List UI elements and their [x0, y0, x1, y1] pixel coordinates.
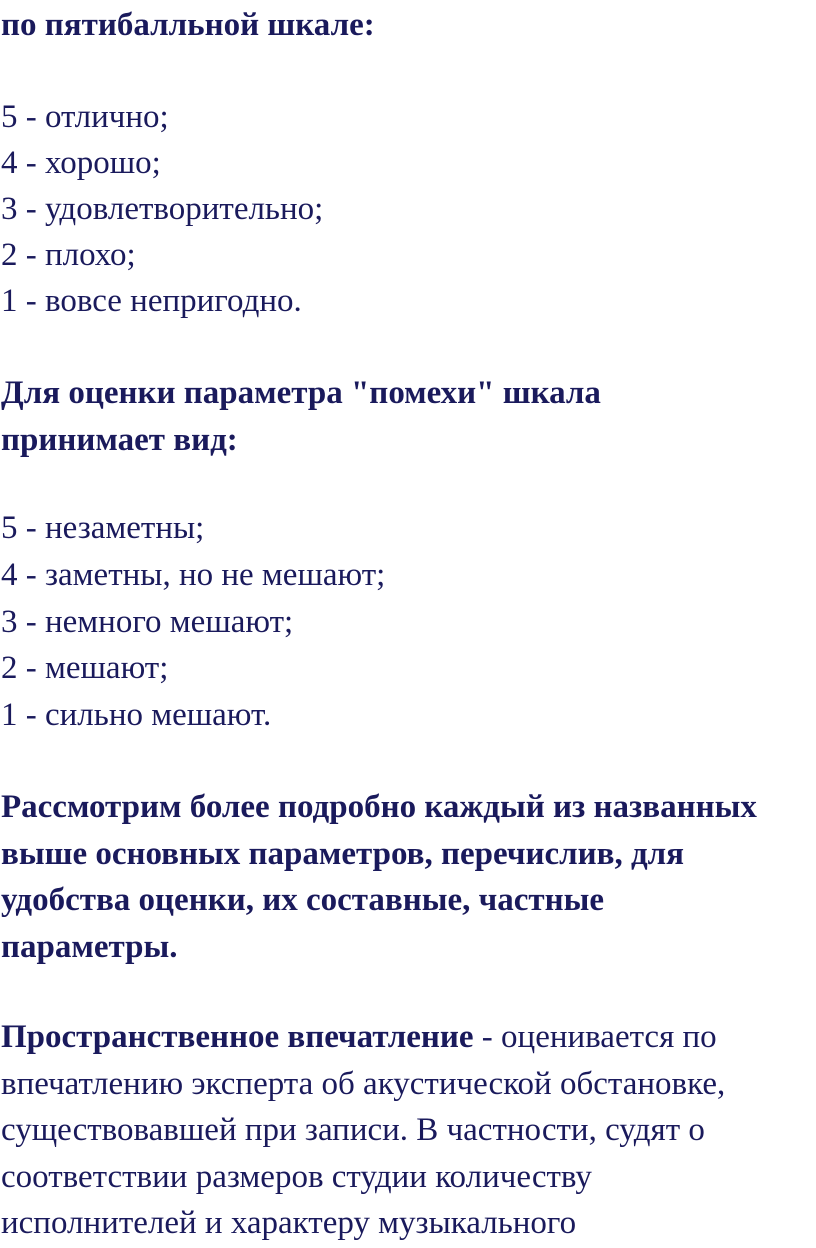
scale5-item: 2 - плохо; — [1, 237, 136, 273]
noise-heading-line: Для оценки параметра "помехи" шкала — [1, 375, 601, 411]
noise-item: 3 - немного мешают; — [1, 604, 294, 640]
scale5-item: 5 - отлично; — [1, 99, 169, 135]
detail-paragraph-line: параметры. — [1, 929, 178, 965]
spatial-paragraph-line: исполнителей и характеру музыкального — [1, 1205, 577, 1241]
scale5-item: 4 - хорошо; — [1, 145, 161, 181]
spatial-paragraph-first-line — [1, 1014, 717, 1061]
spatial-paragraph-line: впечатлению эксперта об акустической обстановке, — [1, 1066, 726, 1102]
noise-heading-line: принимает вид: — [1, 422, 238, 458]
spatial-first-rest: - оценивается по — [473, 1019, 717, 1055]
scale5-item: 1 - вовсе непригодно. — [1, 283, 302, 319]
noise-item: 2 - мешают; — [1, 650, 169, 686]
spatial-paragraph-line: существовавшей при записи. В частности, судят о — [1, 1112, 705, 1148]
detail-paragraph-line: Рассмотрим более подробно каждый из названных — [1, 789, 757, 825]
detail-paragraph-line: удобства оценки, их составные, частные — [1, 882, 605, 918]
noise-item: 5 - незаметны; — [1, 510, 205, 546]
scale5-heading: по пятибалльной шкале: — [1, 7, 375, 43]
detail-paragraph-line: выше основных параметров, перечислив, для — [1, 836, 685, 872]
spatial-term: Пространственное впечатление — [1, 1019, 474, 1055]
scale5-item: 3 - удовлетворительно; — [1, 191, 324, 227]
spatial-paragraph-line: соответствии размеров студии количеству — [1, 1159, 592, 1195]
noise-item: 4 - заметны, но не мешают; — [1, 557, 386, 593]
noise-item: 1 - сильно мешают. — [1, 697, 272, 733]
